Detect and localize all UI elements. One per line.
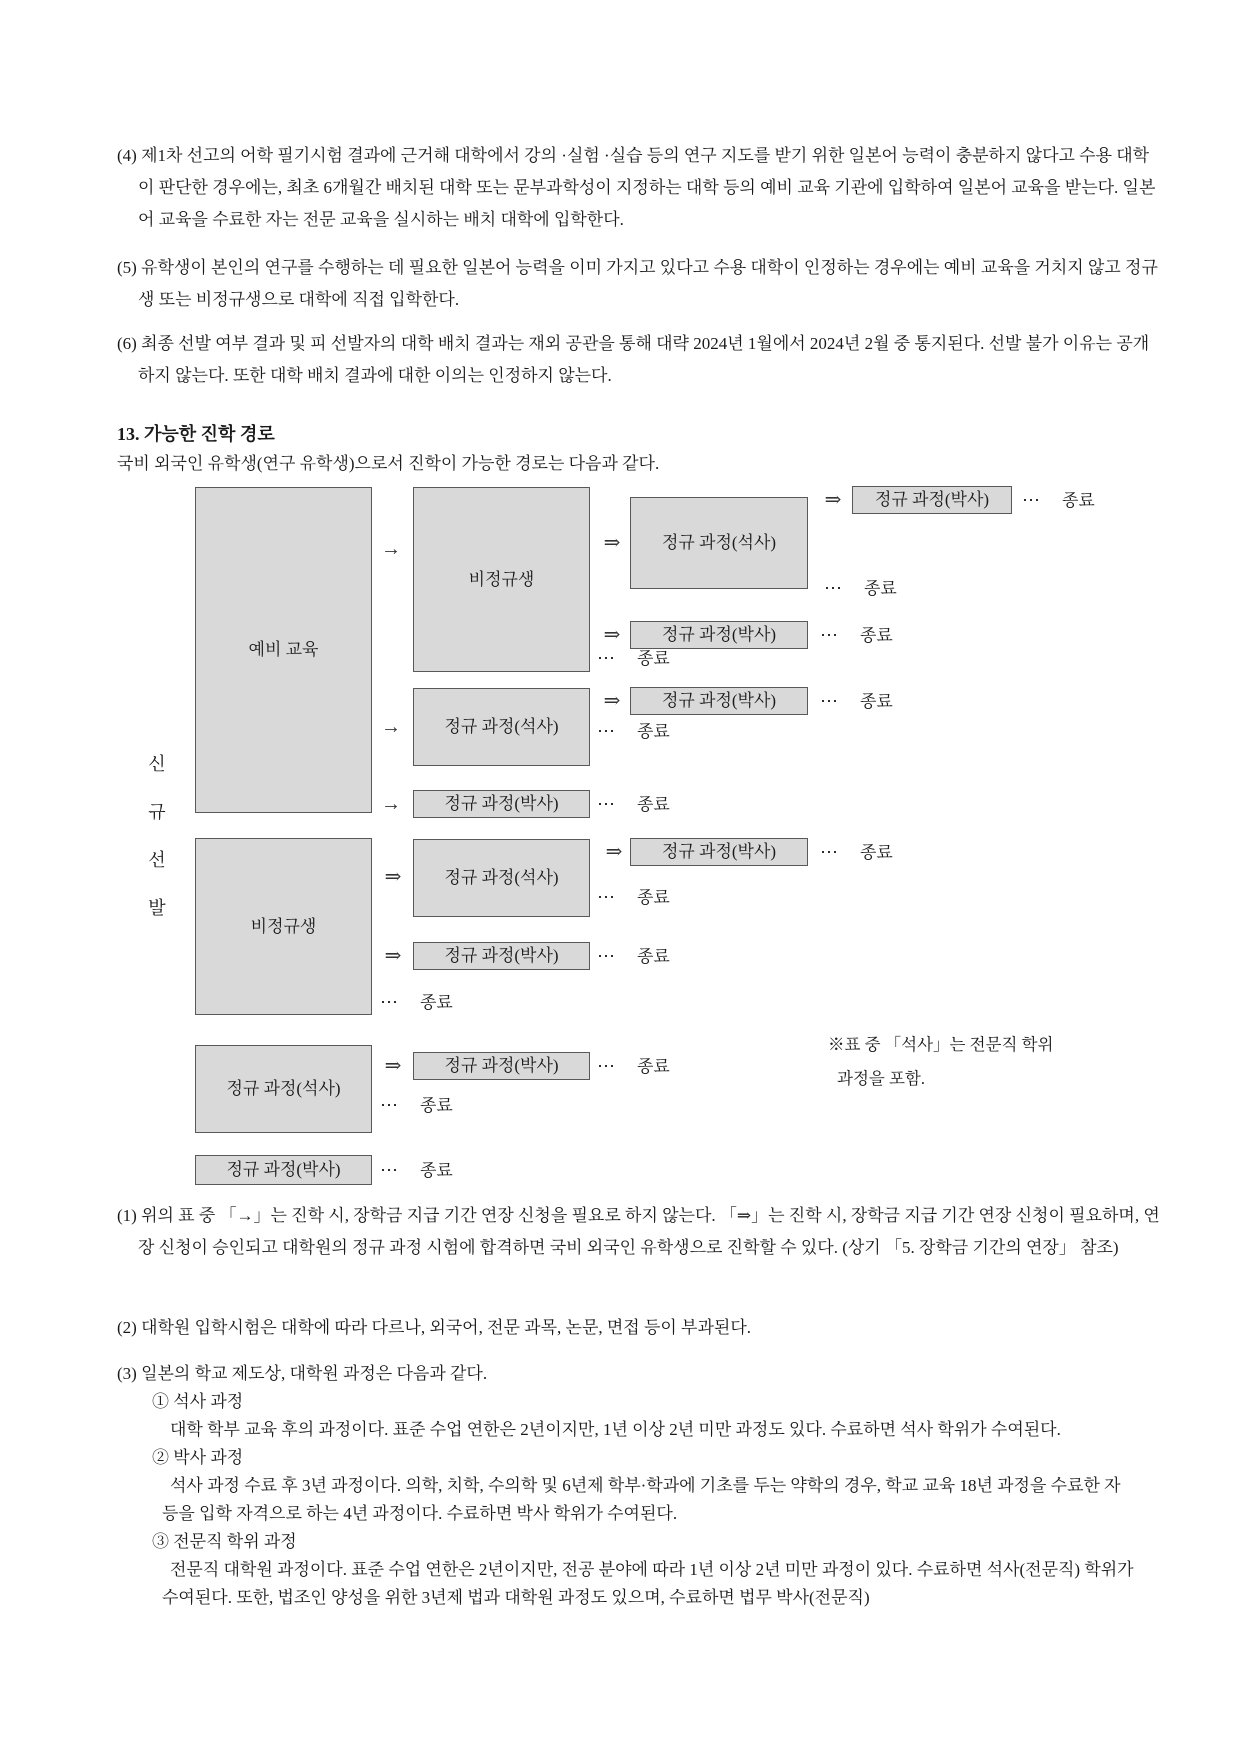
paragraph-6: (6) 최종 선발 여부 결과 및 피 선발자의 대학 배치 결과는 재외 공관을 통해 대략 2024년 1월에서 2024년 2월 중 통지된다. 선발 불가 이유는 공개하지 않는다. 또한 대학 배치 결과에 대한 이의는 인정하지 않는다. [117,334,1150,385]
ellipsis-icon: ⋯ [824,578,843,598]
arrow-double-icon: ⇒ [384,945,402,967]
end-label: 종료 [420,993,453,1012]
ellipsis-icon: ⋯ [597,946,616,966]
arrow-double-icon: ⇒ [603,532,621,554]
terminal [597,942,670,970]
diagram-box-master: 정규 과정(석사) [630,497,808,589]
end-label: 종료 [637,795,670,814]
diagram-box-doctor: 정규 과정(박사) [195,1155,372,1185]
diagram-box-master: 정규 과정(석사) [195,1045,372,1133]
end-label: 종료 [420,1161,453,1180]
diagram-box-master: 정규 과정(석사) [413,839,590,917]
ellipsis-icon: ⋯ [380,1095,399,1115]
terminal [597,1052,670,1080]
ellipsis-icon: ⋯ [820,691,839,711]
terminal [380,1156,453,1184]
vertical-label-char: 신 [148,754,166,774]
section-heading: 13. 가능한 진학 경로 [117,424,275,444]
ellipsis-icon: ⋯ [597,887,616,907]
sub-item-title: ② 박사 과정 [152,1448,244,1467]
arrow-double-icon: ⇒ [384,1055,402,1077]
end-label: 종료 [864,579,897,598]
terminal [597,717,670,745]
diagram-box-master: 정규 과정(석사) [413,688,590,766]
diagram-box-prep-education: 예비 교육 [195,487,372,813]
paragraph-5: (5) 유학생이 본인의 연구를 수행하는 데 필요한 일본어 능력을 이미 가지고 있다고 수용 대학이 인정하는 경우에는 예비 교육을 거치지 않고 정규생 또는 비정규생으로 대학에 직접 입학한다. [117,258,1158,309]
paragraph-4: (4) 제1차 선고의 어학 필기시험 결과에 근거해 대학에서 강의 ·실험 ·실습 등의 연구 지도를 받기 위한 일본어 능력이 충분하지 않다고 수용 대학이 판단한 경우에는, 최초 6개월간 배치된 대학 또는 문부과학성이 지정하는 대학 등의 예비 교육 기관에 입학하여 일본어 교육을 받는다. 일본어 교육을 수료한 자는 전문 교육을 실시하는 배치 대학에 입학한다. [117,146,1156,229]
end-label: 종료 [637,947,670,966]
ellipsis-icon: ⋯ [597,648,616,668]
sub-item-body: 대학 학부 교육 후의 과정이다. 표준 수업 연한은 2년이지만, 1년 이상 2년 미만 과정도 있다. 수료하면 석사 학위가 수여된다. [170,1420,1061,1439]
end-label: 종료 [637,722,670,741]
paragraph-1: (1) 위의 표 중 「→」는 진학 시, 장학금 지급 기간 연장 신청을 필요로 하지 않는다. 「⇒」는 진학 시, 장학금 지급 기간 연장 신청이 필요하며, 연장 신청이 승인되고 대학원의 정규 과정 시험에 합격하면 국비 외국인 유학생으로 진학할 수 있다. (상기 「5. 장학금 기간의 연장」 참조) [117,1206,1160,1257]
vertical-label-char: 선 [148,850,166,870]
arrow-double-icon: ⇒ [603,690,621,712]
diagram-box-non-regular: 비정규생 [195,838,372,1015]
diagram-box-non-regular: 비정규생 [413,487,590,672]
ellipsis-icon: ⋯ [1022,490,1041,510]
terminal [820,621,893,649]
paragraph-3 [117,1360,1147,1612]
diagram-box-doctor: 정규 과정(박사) [413,1052,590,1080]
diagram-box-doctor: 정규 과정(박사) [413,942,590,970]
end-label: 종료 [860,692,893,711]
vertical-label-char: 발 [148,898,166,918]
sub-item-body: 석사 과정 수료 후 3년 과정이다. 의학, 치학, 수의학 및 6년제 학부·학과에 기초를 두는 약학의 경우, 학교 교육 18년 과정을 수료한 자 등을 입학 자격으로 하는 4년 과정이다. 수료하면 박사 학위가 수여된다. [162,1476,1121,1523]
diagram-box-doctor: 정규 과정(박사) [630,621,808,649]
end-label: 종료 [637,649,670,668]
arrow-double-icon: ⇒ [603,624,621,646]
end-label: 종료 [637,1057,670,1076]
ellipsis-icon: ⋯ [380,1160,399,1180]
terminal [1022,486,1095,514]
ellipsis-icon: ⋯ [820,842,839,862]
diagram-note [828,1028,1058,1096]
arrow-plain-icon: → [381,716,401,738]
terminal [597,644,670,672]
diagram-box-doctor: 정규 과정(박사) [413,790,590,818]
end-label: 종료 [1062,491,1095,510]
arrow-plain-icon: → [381,538,401,560]
terminal [380,1091,453,1119]
sub-item-title: ③ 전문직 학위 과정 [152,1532,297,1551]
terminal [597,883,670,911]
paragraph-2: (2) 대학원 입학시험은 대학에 따라 다르나, 외국어, 전문 과목, 논문, 면접 등이 부과된다. [117,1318,751,1337]
sub-item-body: 전문직 대학원 과정이다. 표준 수업 연한은 2년이지만, 전공 분야에 따라 1년 이상 2년 미만 과정이 있다. 수료하면 석사(전문직) 학위가 수여된다. 또한, 법조인 양성을 위한 3년제 법과 대학원 과정도 있으며, 수료하면 법무 박사(전문직) [162,1560,1134,1607]
terminal [820,687,893,715]
sub-item-title: ① 석사 과정 [152,1392,244,1411]
ellipsis-icon: ⋯ [597,794,616,814]
arrow-double-icon: ⇒ [605,841,623,863]
diagram-box-doctor: 정규 과정(박사) [630,838,808,866]
vertical-label-char: 규 [148,802,166,822]
ellipsis-icon: ⋯ [820,625,839,645]
ellipsis-icon: ⋯ [597,721,616,741]
end-label: 종료 [860,843,893,862]
terminal [380,988,453,1016]
diagram-note-line2: 과정을 포함. [837,1069,925,1088]
diagram-box-doctor: 정규 과정(박사) [852,486,1012,514]
end-label: 종료 [637,888,670,907]
end-label: 종료 [420,1096,453,1115]
arrow-double-icon: ⇒ [384,866,402,888]
paragraph-3-head: (3) 일본의 학교 제도상, 대학원 과정은 다음과 같다. [117,1364,488,1383]
arrow-double-icon: ⇒ [824,489,842,511]
arrow-plain-icon: → [381,793,401,815]
terminal [597,790,670,818]
section-intro: 국비 외국인 유학생(연구 유학생)으로서 진학이 가능한 경로는 다음과 같다. [117,454,660,473]
diagram-box-doctor: 정규 과정(박사) [630,687,808,715]
terminal [824,574,897,602]
diagram-note-line1: ※표 중 「석사」는 전문직 학위 [828,1035,1054,1054]
ellipsis-icon: ⋯ [597,1056,616,1076]
end-label: 종료 [860,626,893,645]
ellipsis-icon: ⋯ [380,992,399,1012]
terminal [820,838,893,866]
